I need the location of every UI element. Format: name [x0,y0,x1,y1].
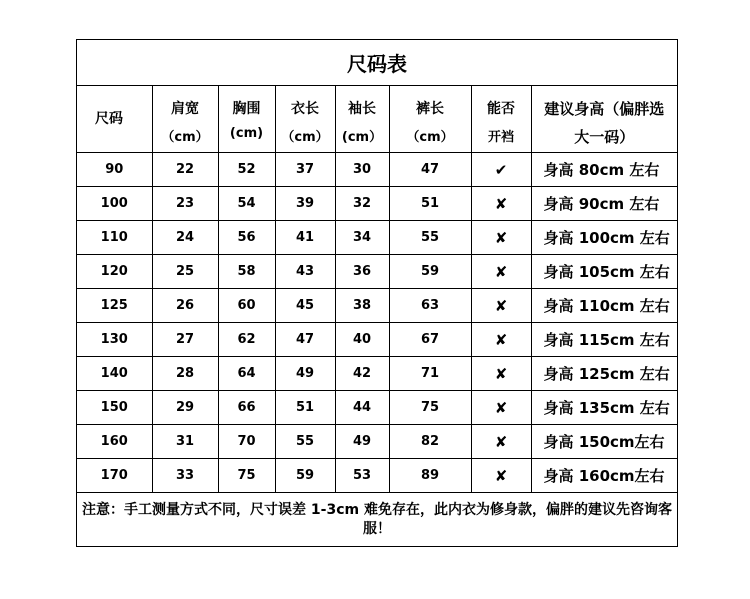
shoulder-cell: 28 [152,357,218,391]
shoulder-cell: 22 [152,153,218,187]
pants-cell: 71 [389,357,471,391]
shoulder-cell: 31 [152,425,218,459]
shoulder-cell: 23 [152,187,218,221]
header-suggested-height [531,86,677,153]
open-crotch-mark: ✔ [471,153,531,187]
sleeve-cell: 38 [335,289,389,323]
table-row [77,391,677,425]
size-cell: 110 [77,221,152,255]
header-unit: (cm） [341,130,383,145]
header-size [77,86,152,153]
suggested-height-cell: 身高 135cm 左右 [531,391,677,425]
table-row [77,459,677,493]
chest-cell: 56 [218,221,275,255]
chest-cell: 52 [218,153,275,187]
length-cell: 49 [275,357,335,391]
pants-cell: 59 [389,255,471,289]
open-crotch-mark: ✘ [471,289,531,323]
header-label: 肩宽 [171,101,199,117]
header-chest [218,86,275,153]
open-crotch-mark: ✘ [471,391,531,425]
open-crotch-mark: ✘ [471,255,531,289]
chest-cell: 70 [218,425,275,459]
size-table [77,85,677,493]
sleeve-cell: 44 [335,391,389,425]
pants-cell: 82 [389,425,471,459]
table-row [77,221,677,255]
size-cell: 90 [77,153,152,187]
header-length [275,86,335,153]
sleeve-cell: 49 [335,425,389,459]
header-label: 裤长 [416,101,444,117]
header-label-line2: 大一码） [574,128,635,146]
shoulder-cell: 24 [152,221,218,255]
size-chart [76,39,678,547]
length-cell: 51 [275,391,335,425]
size-cell: 140 [77,357,152,391]
note-text: 注意：手工测量方式不同，尺寸误差 1-3cm 难免存在，此内衣为修身款，偏胖的建议先咨询客服！ [82,502,672,537]
table-row [77,187,677,221]
header-shoulder [152,86,218,153]
length-cell: 59 [275,459,335,493]
table-row [77,153,677,187]
size-cell: 125 [77,289,152,323]
pants-cell: 47 [389,153,471,187]
pants-cell: 89 [389,459,471,493]
pants-cell: 63 [389,289,471,323]
suggested-height-cell: 身高 100cm 左右 [531,221,677,255]
length-cell: 37 [275,153,335,187]
open-crotch-mark: ✘ [471,459,531,493]
length-cell: 55 [275,425,335,459]
shoulder-cell: 25 [152,255,218,289]
sleeve-cell: 30 [335,153,389,187]
chest-cell: 62 [218,323,275,357]
sleeve-cell: 40 [335,323,389,357]
suggested-height-cell: 身高 150cm左右 [531,425,677,459]
header-sleeve [335,86,389,153]
chest-cell: 64 [218,357,275,391]
size-cell: 170 [77,459,152,493]
suggested-height-cell: 身高 160cm左右 [531,459,677,493]
size-cell: 150 [77,391,152,425]
header-pants [389,86,471,153]
header-open-crotch [471,86,531,153]
chart-title: 尺码表 [77,40,677,86]
table-row [77,357,677,391]
header-unit: （cm） [281,130,329,145]
header-unit: (cm) [229,126,264,141]
shoulder-cell: 27 [152,323,218,357]
chest-cell: 66 [218,391,275,425]
sleeve-cell: 32 [335,187,389,221]
shoulder-cell: 26 [152,289,218,323]
suggested-height-cell: 身高 115cm 左右 [531,323,677,357]
pants-cell: 75 [389,391,471,425]
suggested-height-cell: 身高 80cm 左右 [531,153,677,187]
table-row [77,323,677,357]
open-crotch-mark: ✘ [471,357,531,391]
open-crotch-mark: ✘ [471,323,531,357]
shoulder-cell: 29 [152,391,218,425]
size-cell: 120 [77,255,152,289]
length-cell: 39 [275,187,335,221]
open-crotch-mark: ✘ [471,221,531,255]
sleeve-cell: 53 [335,459,389,493]
header-label-line2: 开裆 [487,130,514,145]
suggested-height-cell: 身高 105cm 左右 [531,255,677,289]
sleeve-cell: 42 [335,357,389,391]
chest-cell: 58 [218,255,275,289]
chest-cell: 54 [218,187,275,221]
sleeve-cell: 36 [335,255,389,289]
header-label: 能否 [487,101,515,117]
chest-cell: 75 [218,459,275,493]
header-label: 衣长 [291,101,319,117]
size-cell: 100 [77,187,152,221]
chest-cell: 60 [218,289,275,323]
header-label: 袖长 [348,101,376,117]
length-cell: 43 [275,255,335,289]
header-label: 尺码 [95,111,123,127]
length-cell: 41 [275,221,335,255]
header-label: 胸围 [232,101,261,117]
suggested-height-cell: 身高 125cm 左右 [531,357,677,391]
open-crotch-mark: ✘ [471,187,531,221]
size-cell: 160 [77,425,152,459]
suggested-height-cell: 身高 90cm 左右 [531,187,677,221]
open-crotch-mark: ✘ [471,425,531,459]
shoulder-cell: 33 [152,459,218,493]
table-row [77,289,677,323]
table-row [77,255,677,289]
suggested-height-cell: 身高 110cm 左右 [531,289,677,323]
header-label: 建议身高（偏胖选 [544,100,665,118]
sleeve-cell: 34 [335,221,389,255]
header-unit: （cm） [406,130,454,145]
pants-cell: 55 [389,221,471,255]
pants-cell: 51 [389,187,471,221]
header-row [77,86,677,153]
length-cell: 45 [275,289,335,323]
header-unit: （cm） [161,130,209,145]
size-cell: 130 [77,323,152,357]
table-row [77,425,677,459]
pants-cell: 67 [389,323,471,357]
length-cell: 47 [275,323,335,357]
